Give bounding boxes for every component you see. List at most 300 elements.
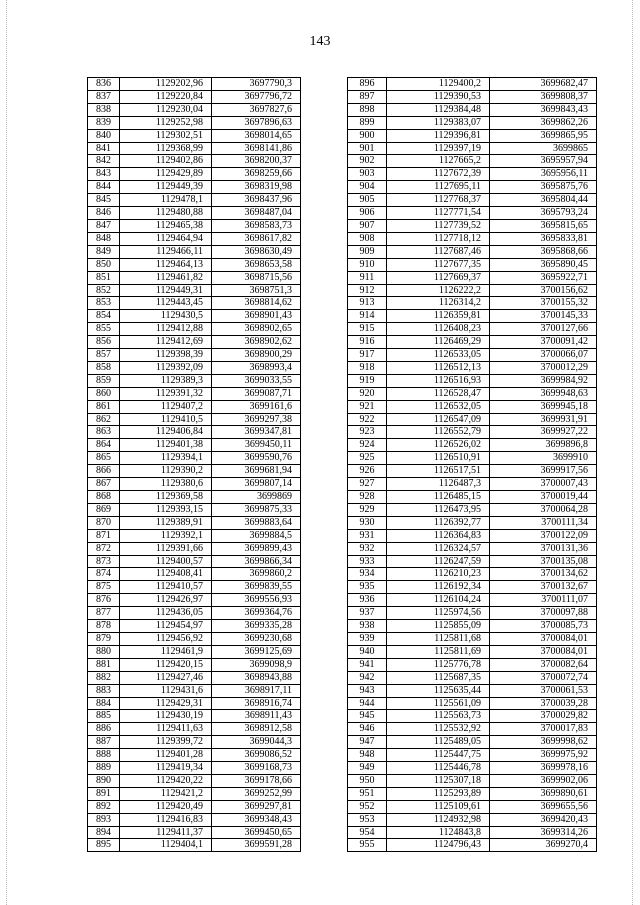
table-row bbox=[348, 258, 597, 271]
point-number-cell: 885 bbox=[88, 710, 120, 723]
x-coordinate-cell: 1129393,15 bbox=[120, 503, 212, 516]
table-row bbox=[88, 129, 301, 142]
table-row bbox=[88, 284, 301, 297]
y-coordinate-cell: 3700064,28 bbox=[490, 503, 597, 516]
table-row bbox=[88, 516, 301, 529]
x-coordinate-cell: 1127669,37 bbox=[387, 271, 490, 284]
y-coordinate-cell: 3695815,65 bbox=[490, 219, 597, 232]
y-coordinate-cell: 3699297,81 bbox=[212, 800, 301, 813]
table-row bbox=[88, 787, 301, 800]
table-row bbox=[88, 749, 301, 762]
point-number-cell: 865 bbox=[88, 452, 120, 465]
x-coordinate-cell: 1129389,3 bbox=[120, 374, 212, 387]
point-number-cell: 922 bbox=[348, 413, 387, 426]
y-coordinate-cell: 3698943,88 bbox=[212, 671, 301, 684]
point-number-cell: 848 bbox=[88, 232, 120, 245]
point-number-cell: 851 bbox=[88, 271, 120, 284]
point-number-cell: 868 bbox=[88, 491, 120, 504]
table-row bbox=[348, 684, 597, 697]
point-number-cell: 947 bbox=[348, 736, 387, 749]
point-number-cell: 926 bbox=[348, 465, 387, 478]
point-number-cell: 853 bbox=[88, 297, 120, 310]
y-coordinate-cell: 3700039,28 bbox=[490, 697, 597, 710]
x-coordinate-cell: 1129456,92 bbox=[120, 632, 212, 645]
table-row bbox=[88, 529, 301, 542]
point-number-cell: 895 bbox=[88, 839, 120, 852]
x-coordinate-cell: 1129230,04 bbox=[120, 103, 212, 116]
point-number-cell: 906 bbox=[348, 207, 387, 220]
y-coordinate-cell: 3699087,71 bbox=[212, 387, 301, 400]
point-number-cell: 899 bbox=[348, 116, 387, 129]
y-coordinate-cell: 3700019,44 bbox=[490, 491, 597, 504]
x-coordinate-cell: 1126517,51 bbox=[387, 465, 490, 478]
x-coordinate-cell: 1129407,2 bbox=[120, 400, 212, 413]
point-number-cell: 841 bbox=[88, 142, 120, 155]
x-coordinate-cell: 1129368,99 bbox=[120, 142, 212, 155]
point-number-cell: 949 bbox=[348, 762, 387, 775]
point-number-cell: 896 bbox=[348, 78, 387, 91]
x-coordinate-cell: 1126487,3 bbox=[387, 478, 490, 491]
x-coordinate-cell: 1127665,2 bbox=[387, 155, 490, 168]
y-coordinate-cell: 3698617,82 bbox=[212, 232, 301, 245]
table-row bbox=[348, 723, 597, 736]
point-number-cell: 904 bbox=[348, 181, 387, 194]
x-coordinate-cell: 1129383,07 bbox=[387, 116, 490, 129]
x-coordinate-cell: 1129431,6 bbox=[120, 684, 212, 697]
point-number-cell: 905 bbox=[348, 194, 387, 207]
point-number-cell: 944 bbox=[348, 697, 387, 710]
x-coordinate-cell: 1129427,46 bbox=[120, 671, 212, 684]
point-number-cell: 893 bbox=[88, 813, 120, 826]
table-row bbox=[88, 387, 301, 400]
x-coordinate-cell: 1129420,15 bbox=[120, 658, 212, 671]
y-coordinate-cell: 3700061,53 bbox=[490, 684, 597, 697]
point-number-cell: 861 bbox=[88, 400, 120, 413]
point-number-cell: 858 bbox=[88, 361, 120, 374]
y-coordinate-cell: 3699178,66 bbox=[212, 774, 301, 787]
x-coordinate-cell: 1126528,47 bbox=[387, 387, 490, 400]
point-number-cell: 856 bbox=[88, 336, 120, 349]
point-number-cell: 842 bbox=[88, 155, 120, 168]
y-coordinate-cell: 3695922,71 bbox=[490, 271, 597, 284]
point-number-cell: 918 bbox=[348, 361, 387, 374]
x-coordinate-cell: 1129394,1 bbox=[120, 452, 212, 465]
y-coordinate-cell: 3695868,66 bbox=[490, 245, 597, 258]
table-row bbox=[348, 400, 597, 413]
point-number-cell: 954 bbox=[348, 826, 387, 839]
y-coordinate-cell: 3698901,43 bbox=[212, 310, 301, 323]
y-coordinate-cell: 3699450,65 bbox=[212, 826, 301, 839]
y-coordinate-cell: 3700029,82 bbox=[490, 710, 597, 723]
x-coordinate-cell: 1125446,78 bbox=[387, 762, 490, 775]
x-coordinate-cell: 1129420,49 bbox=[120, 800, 212, 813]
table-row bbox=[348, 103, 597, 116]
point-number-cell: 860 bbox=[88, 387, 120, 400]
point-number-cell: 846 bbox=[88, 207, 120, 220]
x-coordinate-cell: 1125687,35 bbox=[387, 671, 490, 684]
x-coordinate-cell: 1124843,8 bbox=[387, 826, 490, 839]
x-coordinate-cell: 1129401,38 bbox=[120, 439, 212, 452]
y-coordinate-cell: 3699098,9 bbox=[212, 658, 301, 671]
x-coordinate-cell: 1129391,66 bbox=[120, 542, 212, 555]
page-number: 143 bbox=[309, 34, 331, 49]
table-row bbox=[88, 491, 301, 504]
point-number-cell: 880 bbox=[88, 645, 120, 658]
x-coordinate-cell: 1125776,78 bbox=[387, 658, 490, 671]
table-row bbox=[88, 465, 301, 478]
x-coordinate-cell: 1126192,34 bbox=[387, 581, 490, 594]
y-coordinate-cell: 3700131,36 bbox=[490, 542, 597, 555]
y-coordinate-cell: 3699998,62 bbox=[490, 736, 597, 749]
x-coordinate-cell: 1129411,63 bbox=[120, 723, 212, 736]
x-coordinate-cell: 1129369,58 bbox=[120, 491, 212, 504]
x-coordinate-cell: 1129464,94 bbox=[120, 232, 212, 245]
y-coordinate-cell: 3698916,74 bbox=[212, 697, 301, 710]
y-coordinate-cell: 3699808,37 bbox=[490, 90, 597, 103]
y-coordinate-cell: 3699975,92 bbox=[490, 749, 597, 762]
point-number-cell: 839 bbox=[88, 116, 120, 129]
table-row bbox=[348, 181, 597, 194]
table-row bbox=[348, 555, 597, 568]
point-number-cell: 907 bbox=[348, 219, 387, 232]
x-coordinate-cell: 1129443,45 bbox=[120, 297, 212, 310]
table-row bbox=[88, 374, 301, 387]
point-number-cell: 864 bbox=[88, 439, 120, 452]
table-row bbox=[88, 671, 301, 684]
y-coordinate-cell: 3700156,62 bbox=[490, 284, 597, 297]
x-coordinate-cell: 1126210,23 bbox=[387, 568, 490, 581]
y-coordinate-cell: 3698912,58 bbox=[212, 723, 301, 736]
x-coordinate-cell: 1129430,19 bbox=[120, 710, 212, 723]
table-row bbox=[348, 349, 597, 362]
x-coordinate-cell: 1129412,69 bbox=[120, 336, 212, 349]
point-number-cell: 884 bbox=[88, 697, 120, 710]
point-number-cell: 924 bbox=[348, 439, 387, 452]
table-row bbox=[348, 697, 597, 710]
y-coordinate-cell: 3698653,58 bbox=[212, 258, 301, 271]
y-coordinate-cell: 3695956,11 bbox=[490, 168, 597, 181]
table-row bbox=[88, 323, 301, 336]
point-number-cell: 888 bbox=[88, 749, 120, 762]
y-coordinate-cell: 3698319,98 bbox=[212, 181, 301, 194]
table-row bbox=[348, 813, 597, 826]
table-row bbox=[348, 632, 597, 645]
y-coordinate-cell: 3700132,67 bbox=[490, 581, 597, 594]
table-row bbox=[348, 129, 597, 142]
x-coordinate-cell: 1129411,37 bbox=[120, 826, 212, 839]
point-number-cell: 882 bbox=[88, 671, 120, 684]
table-row bbox=[88, 658, 301, 671]
point-number-cell: 870 bbox=[88, 516, 120, 529]
y-coordinate-cell: 3700111,07 bbox=[490, 594, 597, 607]
x-coordinate-cell: 1124796,43 bbox=[387, 839, 490, 852]
table-row bbox=[88, 413, 301, 426]
point-number-cell: 925 bbox=[348, 452, 387, 465]
y-coordinate-cell: 3699314,26 bbox=[490, 826, 597, 839]
x-coordinate-cell: 1129402,86 bbox=[120, 155, 212, 168]
x-coordinate-cell: 1125489,05 bbox=[387, 736, 490, 749]
y-coordinate-cell: 3698715,56 bbox=[212, 271, 301, 284]
y-coordinate-cell: 3699865,95 bbox=[490, 129, 597, 142]
point-number-cell: 879 bbox=[88, 632, 120, 645]
y-coordinate-cell: 3700084,01 bbox=[490, 632, 597, 645]
table-row bbox=[348, 478, 597, 491]
y-coordinate-cell: 3699044,3 bbox=[212, 736, 301, 749]
table-row bbox=[348, 439, 597, 452]
x-coordinate-cell: 1129454,97 bbox=[120, 620, 212, 633]
x-coordinate-cell: 1127687,46 bbox=[387, 245, 490, 258]
x-coordinate-cell: 1129420,22 bbox=[120, 774, 212, 787]
y-coordinate-cell: 3700111,34 bbox=[490, 516, 597, 529]
point-number-cell: 874 bbox=[88, 568, 120, 581]
y-coordinate-cell: 3699948,63 bbox=[490, 387, 597, 400]
x-coordinate-cell: 1129449,39 bbox=[120, 181, 212, 194]
x-coordinate-cell: 1126247,59 bbox=[387, 555, 490, 568]
x-coordinate-cell: 1127718,12 bbox=[387, 232, 490, 245]
y-coordinate-cell: 3699364,76 bbox=[212, 607, 301, 620]
table-row bbox=[88, 839, 301, 852]
x-coordinate-cell: 1126547,09 bbox=[387, 413, 490, 426]
point-number-cell: 854 bbox=[88, 310, 120, 323]
point-number-cell: 941 bbox=[348, 658, 387, 671]
x-coordinate-cell: 1129401,28 bbox=[120, 749, 212, 762]
x-coordinate-cell: 1129380,6 bbox=[120, 478, 212, 491]
table-row bbox=[348, 297, 597, 310]
x-coordinate-cell: 1126510,91 bbox=[387, 452, 490, 465]
y-coordinate-cell: 3699931,91 bbox=[490, 413, 597, 426]
table-row bbox=[88, 142, 301, 155]
y-coordinate-cell: 3700017,83 bbox=[490, 723, 597, 736]
x-coordinate-cell: 1129220,84 bbox=[120, 90, 212, 103]
table-row bbox=[88, 452, 301, 465]
x-coordinate-cell: 1129399,72 bbox=[120, 736, 212, 749]
y-coordinate-cell: 3699086,52 bbox=[212, 749, 301, 762]
x-coordinate-cell: 1129390,53 bbox=[387, 90, 490, 103]
point-number-cell: 951 bbox=[348, 787, 387, 800]
point-number-cell: 898 bbox=[348, 103, 387, 116]
table-row bbox=[88, 168, 301, 181]
y-coordinate-cell: 3695833,81 bbox=[490, 232, 597, 245]
table-row bbox=[348, 491, 597, 504]
x-coordinate-cell: 1126533,05 bbox=[387, 349, 490, 362]
table-row bbox=[88, 439, 301, 452]
x-coordinate-cell: 1129397,19 bbox=[387, 142, 490, 155]
y-coordinate-cell: 3698141,86 bbox=[212, 142, 301, 155]
point-number-cell: 913 bbox=[348, 297, 387, 310]
y-coordinate-cell: 3699230,68 bbox=[212, 632, 301, 645]
x-coordinate-cell: 1125447,75 bbox=[387, 749, 490, 762]
x-coordinate-cell: 1129390,2 bbox=[120, 465, 212, 478]
x-coordinate-cell: 1126222,2 bbox=[387, 284, 490, 297]
x-coordinate-cell: 1125293,89 bbox=[387, 787, 490, 800]
x-coordinate-cell: 1129461,9 bbox=[120, 645, 212, 658]
y-coordinate-cell: 3695875,76 bbox=[490, 181, 597, 194]
point-number-cell: 940 bbox=[348, 645, 387, 658]
y-coordinate-cell: 3700122,09 bbox=[490, 529, 597, 542]
point-number-cell: 903 bbox=[348, 168, 387, 181]
x-coordinate-cell: 1127771,54 bbox=[387, 207, 490, 220]
point-number-cell: 887 bbox=[88, 736, 120, 749]
table-row bbox=[88, 349, 301, 362]
point-number-cell: 935 bbox=[348, 581, 387, 594]
table-row bbox=[348, 839, 597, 852]
x-coordinate-cell: 1129252,98 bbox=[120, 116, 212, 129]
y-coordinate-cell: 3699335,28 bbox=[212, 620, 301, 633]
y-coordinate-cell: 3699450,11 bbox=[212, 439, 301, 452]
point-number-cell: 931 bbox=[348, 529, 387, 542]
table-row bbox=[348, 142, 597, 155]
y-coordinate-cell: 3699865 bbox=[490, 142, 597, 155]
point-number-cell: 916 bbox=[348, 336, 387, 349]
x-coordinate-cell: 1129302,51 bbox=[120, 129, 212, 142]
point-number-cell: 928 bbox=[348, 491, 387, 504]
point-number-cell: 852 bbox=[88, 284, 120, 297]
y-coordinate-cell: 3698583,73 bbox=[212, 219, 301, 232]
coordinates-table-right bbox=[347, 77, 597, 852]
y-coordinate-cell: 3700091,42 bbox=[490, 336, 597, 349]
y-coordinate-cell: 3698751,3 bbox=[212, 284, 301, 297]
y-coordinate-cell: 3700082,64 bbox=[490, 658, 597, 671]
table-row bbox=[88, 762, 301, 775]
y-coordinate-cell: 3699945,18 bbox=[490, 400, 597, 413]
x-coordinate-cell: 1129461,82 bbox=[120, 271, 212, 284]
y-coordinate-cell: 3698902,65 bbox=[212, 323, 301, 336]
point-number-cell: 933 bbox=[348, 555, 387, 568]
x-coordinate-cell: 1129396,81 bbox=[387, 129, 490, 142]
y-coordinate-cell: 3699348,43 bbox=[212, 813, 301, 826]
point-number-cell: 930 bbox=[348, 516, 387, 529]
table-row bbox=[348, 194, 597, 207]
point-number-cell: 908 bbox=[348, 232, 387, 245]
x-coordinate-cell: 1126552,79 bbox=[387, 426, 490, 439]
table-row bbox=[348, 710, 597, 723]
x-coordinate-cell: 1129426,97 bbox=[120, 594, 212, 607]
y-coordinate-cell: 3699682,47 bbox=[490, 78, 597, 91]
y-coordinate-cell: 3700072,74 bbox=[490, 671, 597, 684]
point-number-cell: 855 bbox=[88, 323, 120, 336]
y-coordinate-cell: 3699902,06 bbox=[490, 774, 597, 787]
y-coordinate-cell: 3700097,88 bbox=[490, 607, 597, 620]
table-row bbox=[88, 90, 301, 103]
y-coordinate-cell: 3698630,49 bbox=[212, 245, 301, 258]
point-number-cell: 923 bbox=[348, 426, 387, 439]
point-number-cell: 876 bbox=[88, 594, 120, 607]
table-row bbox=[348, 426, 597, 439]
x-coordinate-cell: 1129416,83 bbox=[120, 813, 212, 826]
table-row bbox=[88, 258, 301, 271]
y-coordinate-cell: 3697896,63 bbox=[212, 116, 301, 129]
y-coordinate-cell: 3698902,62 bbox=[212, 336, 301, 349]
table-row bbox=[88, 271, 301, 284]
table-row bbox=[348, 620, 597, 633]
x-coordinate-cell: 1125635,44 bbox=[387, 684, 490, 697]
x-coordinate-cell: 1129392,09 bbox=[120, 361, 212, 374]
table-row bbox=[88, 116, 301, 129]
x-coordinate-cell: 1125307,18 bbox=[387, 774, 490, 787]
y-coordinate-cell: 3700145,33 bbox=[490, 310, 597, 323]
point-number-cell: 915 bbox=[348, 323, 387, 336]
table-row bbox=[88, 710, 301, 723]
table-row bbox=[88, 645, 301, 658]
point-number-cell: 878 bbox=[88, 620, 120, 633]
point-number-cell: 929 bbox=[348, 503, 387, 516]
table-row bbox=[88, 774, 301, 787]
table-row bbox=[348, 568, 597, 581]
point-number-cell: 914 bbox=[348, 310, 387, 323]
x-coordinate-cell: 1127739,52 bbox=[387, 219, 490, 232]
point-number-cell: 938 bbox=[348, 620, 387, 633]
y-coordinate-cell: 3699910 bbox=[490, 452, 597, 465]
y-coordinate-cell: 3699125,69 bbox=[212, 645, 301, 658]
y-coordinate-cell: 3700085,73 bbox=[490, 620, 597, 633]
x-coordinate-cell: 1129419,34 bbox=[120, 762, 212, 775]
point-number-cell: 920 bbox=[348, 387, 387, 400]
table-row bbox=[348, 245, 597, 258]
x-coordinate-cell: 1126526,02 bbox=[387, 439, 490, 452]
point-number-cell: 890 bbox=[88, 774, 120, 787]
table-row bbox=[88, 426, 301, 439]
x-coordinate-cell: 1126532,05 bbox=[387, 400, 490, 413]
point-number-cell: 873 bbox=[88, 555, 120, 568]
x-coordinate-cell: 1129406,84 bbox=[120, 426, 212, 439]
y-coordinate-cell: 3697827,6 bbox=[212, 103, 301, 116]
point-number-cell: 945 bbox=[348, 710, 387, 723]
left-margin-line bbox=[6, 0, 7, 905]
point-number-cell: 900 bbox=[348, 129, 387, 142]
table-row bbox=[348, 749, 597, 762]
y-coordinate-cell: 3699890,61 bbox=[490, 787, 597, 800]
x-coordinate-cell: 1129202,96 bbox=[120, 78, 212, 91]
table-row bbox=[88, 245, 301, 258]
point-number-cell: 845 bbox=[88, 194, 120, 207]
y-coordinate-cell: 3697796,72 bbox=[212, 90, 301, 103]
y-coordinate-cell: 3699917,56 bbox=[490, 465, 597, 478]
table-row bbox=[88, 194, 301, 207]
x-coordinate-cell: 1125109,61 bbox=[387, 800, 490, 813]
y-coordinate-cell: 3698993,4 bbox=[212, 361, 301, 374]
table-row bbox=[88, 813, 301, 826]
x-coordinate-cell: 1125561,09 bbox=[387, 697, 490, 710]
y-coordinate-cell: 3699297,38 bbox=[212, 413, 301, 426]
point-number-cell: 872 bbox=[88, 542, 120, 555]
table-row bbox=[348, 413, 597, 426]
x-coordinate-cell: 1126324,57 bbox=[387, 542, 490, 555]
table-row bbox=[348, 90, 597, 103]
x-coordinate-cell: 1129449,31 bbox=[120, 284, 212, 297]
table-row bbox=[348, 736, 597, 749]
table-row bbox=[88, 181, 301, 194]
y-coordinate-cell: 3699270,4 bbox=[490, 839, 597, 852]
x-coordinate-cell: 1129465,38 bbox=[120, 219, 212, 232]
x-coordinate-cell: 1127677,35 bbox=[387, 258, 490, 271]
table-row bbox=[348, 271, 597, 284]
point-number-cell: 837 bbox=[88, 90, 120, 103]
point-number-cell: 859 bbox=[88, 374, 120, 387]
x-coordinate-cell: 1126469,29 bbox=[387, 336, 490, 349]
y-coordinate-cell: 3699252,99 bbox=[212, 787, 301, 800]
point-number-cell: 840 bbox=[88, 129, 120, 142]
table-row bbox=[88, 632, 301, 645]
y-coordinate-cell: 3699681,94 bbox=[212, 465, 301, 478]
point-number-cell: 877 bbox=[88, 607, 120, 620]
y-coordinate-cell: 3698900,29 bbox=[212, 349, 301, 362]
point-number-cell: 836 bbox=[88, 78, 120, 91]
x-coordinate-cell: 1125855,09 bbox=[387, 620, 490, 633]
y-coordinate-cell: 3699899,43 bbox=[212, 542, 301, 555]
x-coordinate-cell: 1129398,39 bbox=[120, 349, 212, 362]
y-coordinate-cell: 3699347,81 bbox=[212, 426, 301, 439]
table-row bbox=[88, 155, 301, 168]
